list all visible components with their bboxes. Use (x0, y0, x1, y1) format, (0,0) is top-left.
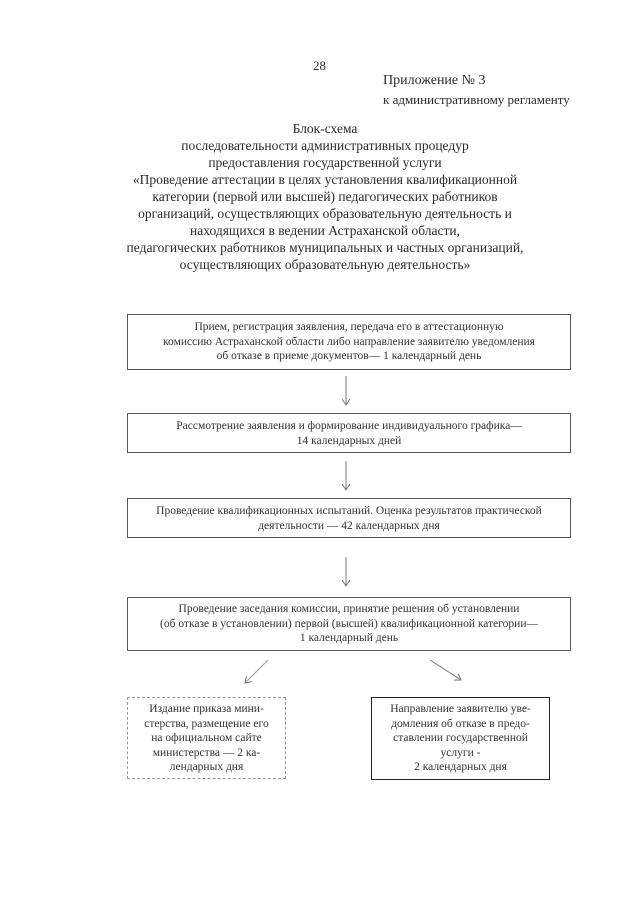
heading-line: педагогических работников муниципальных и частных организаций, (126, 240, 524, 255)
arrow-step4-to-step6 (430, 660, 461, 680)
step-text-line: (об отказе в установлении) первой (высшей) квалификационной категории— (160, 617, 538, 630)
step-text-line: Издание приказа мини- (149, 703, 264, 715)
step-text-line: деятельности — 42 календарных дня (258, 519, 440, 532)
appendix-title: Приложение № 3 (383, 73, 486, 88)
step-qualification-tests (127, 498, 571, 538)
step-text-line: ставлении государственной (393, 732, 528, 744)
step-refusal-notification (371, 697, 550, 780)
step-text-line: Направление заявителю уве- (390, 703, 531, 715)
step-text-line: Проведение квалификационных испытаний. Оценка результатов практической (156, 505, 542, 517)
heading-line: предоставления государственной услуги (208, 155, 442, 170)
step-reception-registration (127, 314, 571, 370)
page-number: 28 (313, 58, 326, 73)
step-text-line: лендарных дня (169, 761, 244, 773)
step-text-line: Проведение заседания комиссии, принятие решения об установлении (178, 603, 520, 615)
step-text-line: услуги - (440, 746, 481, 759)
step-review-schedule (127, 413, 571, 453)
step-text-line: домления об отказе в предо- (391, 717, 530, 730)
step-text-line: Прием, регистрация заявления, передача его в аттестационную (194, 321, 504, 333)
heading-line: находящихся в ведении Астраханской области, (190, 223, 460, 238)
heading-line: организаций, осуществляющих образовательную деятельность и (138, 206, 512, 221)
heading-line: «Проведение аттестации в целях установления квалификационной (132, 172, 518, 187)
step-text-line: министерства — 2 ка- (152, 746, 261, 759)
heading-line: последовательности административных процедур (181, 138, 469, 153)
step-text-line: на официальном сайте (151, 732, 262, 744)
heading-line: осуществляющих образовательную деятельность» (179, 257, 471, 272)
heading-line: Блок-схема (292, 121, 358, 136)
heading-line: категории (первой или высшей) педагогических работников (152, 189, 498, 204)
step-text-line: Рассмотрение заявления и формирование индивидуального графика— (176, 420, 522, 432)
appendix-subtitle: к административному регламенту (383, 92, 570, 107)
step-text-line: 14 календарных дней (296, 434, 402, 447)
step-commission-meeting (127, 597, 571, 651)
arrow-step4-to-step5 (245, 660, 268, 683)
step-ministry-order (127, 697, 286, 779)
step-text-line: 2 календарных дня (414, 761, 507, 773)
step-text-line: комиссию Астраханской области либо направление заявителю уведомления (163, 335, 535, 348)
step-text-line: об отказе в приеме документов— 1 календарный день (216, 350, 482, 362)
step-text-line: стерства, размещение его (144, 717, 269, 730)
step-text-line: 1 календарный день (299, 632, 399, 644)
